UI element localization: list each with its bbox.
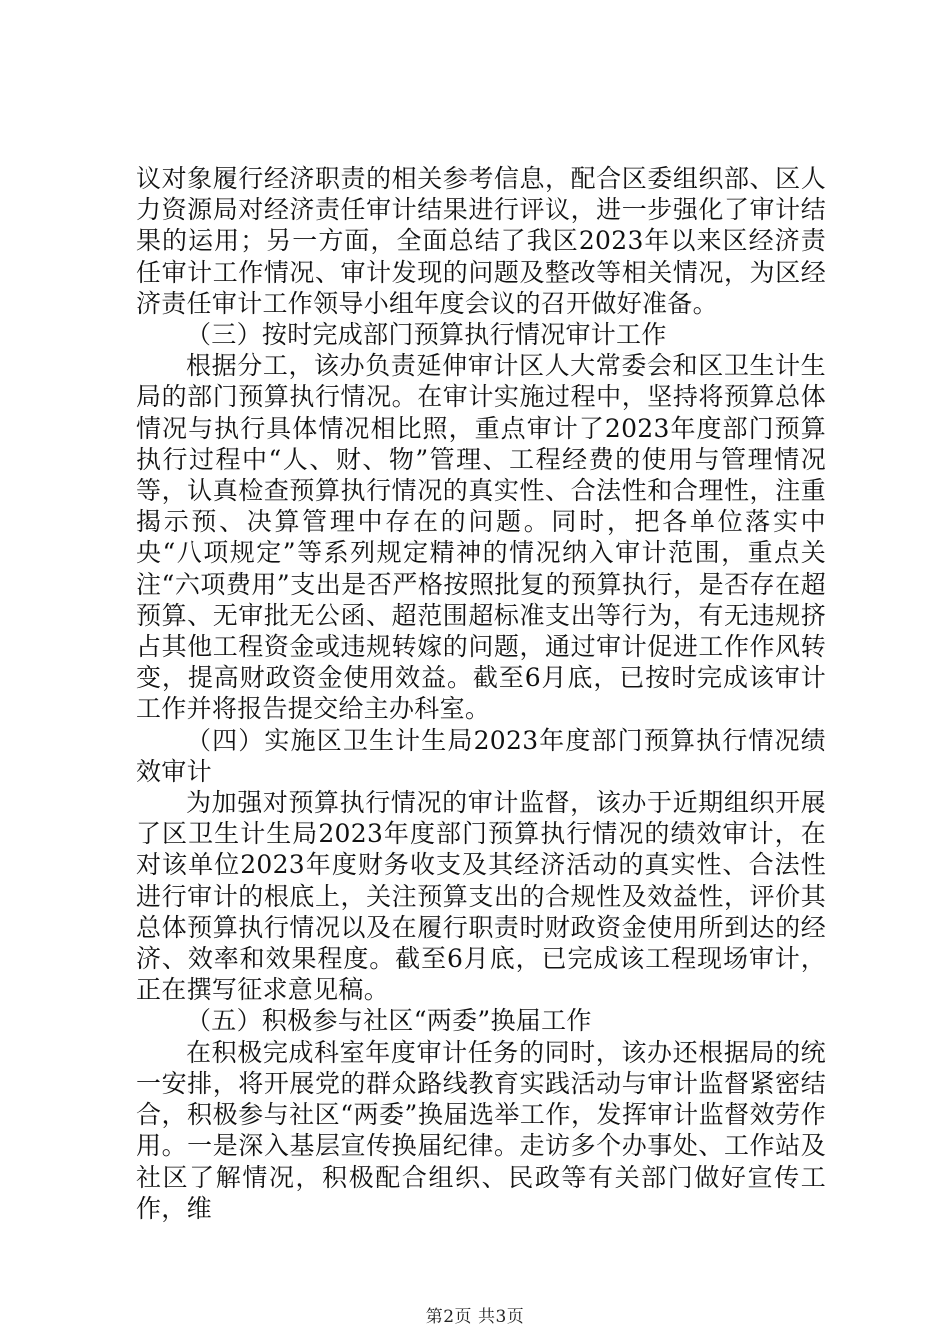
document-body bbox=[136, 163, 826, 1224]
section-heading-5: （五）积极参与社区“两委”换届工作 bbox=[186, 1006, 592, 1036]
paragraph-performance-audit: 为加强对预算执行情况的审计监督，该办于近期组织开展了区卫生计生局2023年度部门预算执行情况的绩效审计，在对该单位2023年度财务收支及其经济活动的真实性、合法性进行审计的根底上，关注预算支出的合规性及效益性，评价其总体预算执行情况以及在履行职责时财政资金使用所到达的经济、效率和效果程度。截至6月底，已完成该工程现场审计，正在撰写征求意见稿。 bbox=[136, 788, 826, 1005]
section-heading-3: （三）按时完成部门预算执行情况审计工作 bbox=[186, 320, 667, 350]
page-number-footer: 第2页 共3页 bbox=[425, 1307, 525, 1327]
paragraph-budget-audit: 根据分工，该办负责延伸审计区人大常委会和区卫生计生局的部门预算执行情况。在审计实施过程中，坚持将预算总体情况与执行具体情况相比照，重点审计了2023年度部门预算执行过程中“人、财、物”管理、工程经费的使用与管理情况等，认真检查预算执行情况的真实性、合法性和合理性，注重揭示预、决算管理中存在的问题。同时，把各单位落实中央“八项规定”等系列规定精神的情况纳入审计范围，重点关注“六项费用”支出是否严格按照批复的预算执行，是否存在超预算、无审批无公函、超范围超标准支出等行为，有无违规挤占其他工程资金或违规转嫁的问题，通过审计促进工作作风转变，提高财政资金使用效益。截至6月底，已按时完成该审计工作并将报告提交给主办科室。 bbox=[136, 351, 826, 724]
paragraph-continuation: 议对象履行经济职责的相关参考信息，配合区委组织部、区人力资源局对经济责任审计结果进行评议，进一步强化了审计结果的运用；另一方面，全面总结了我区2023年以来区经济责任审计工作情况、审计发现的问题及整改等相关情况，为区经济责任审计工作领导小组年度会议的召开做好准备。 bbox=[136, 164, 826, 318]
section-heading-4: （四）实施区卫生计生局2023年度部门预算执行情况绩效审计 bbox=[136, 725, 826, 786]
paragraph-election-work: 在积极完成科室年度审计任务的同时，该办还根据局的统一安排，将开展党的群众路线教育实践活动与审计监督紧密结合，积极参与社区“两委”换届选举工作，发挥审计监督效劳作用。一是深入基层宣传换届纪律。走访多个办事处、工作站及社区了解情况，积极配合组织、民政等有关部门做好宣传工作，维 bbox=[136, 1037, 826, 1223]
